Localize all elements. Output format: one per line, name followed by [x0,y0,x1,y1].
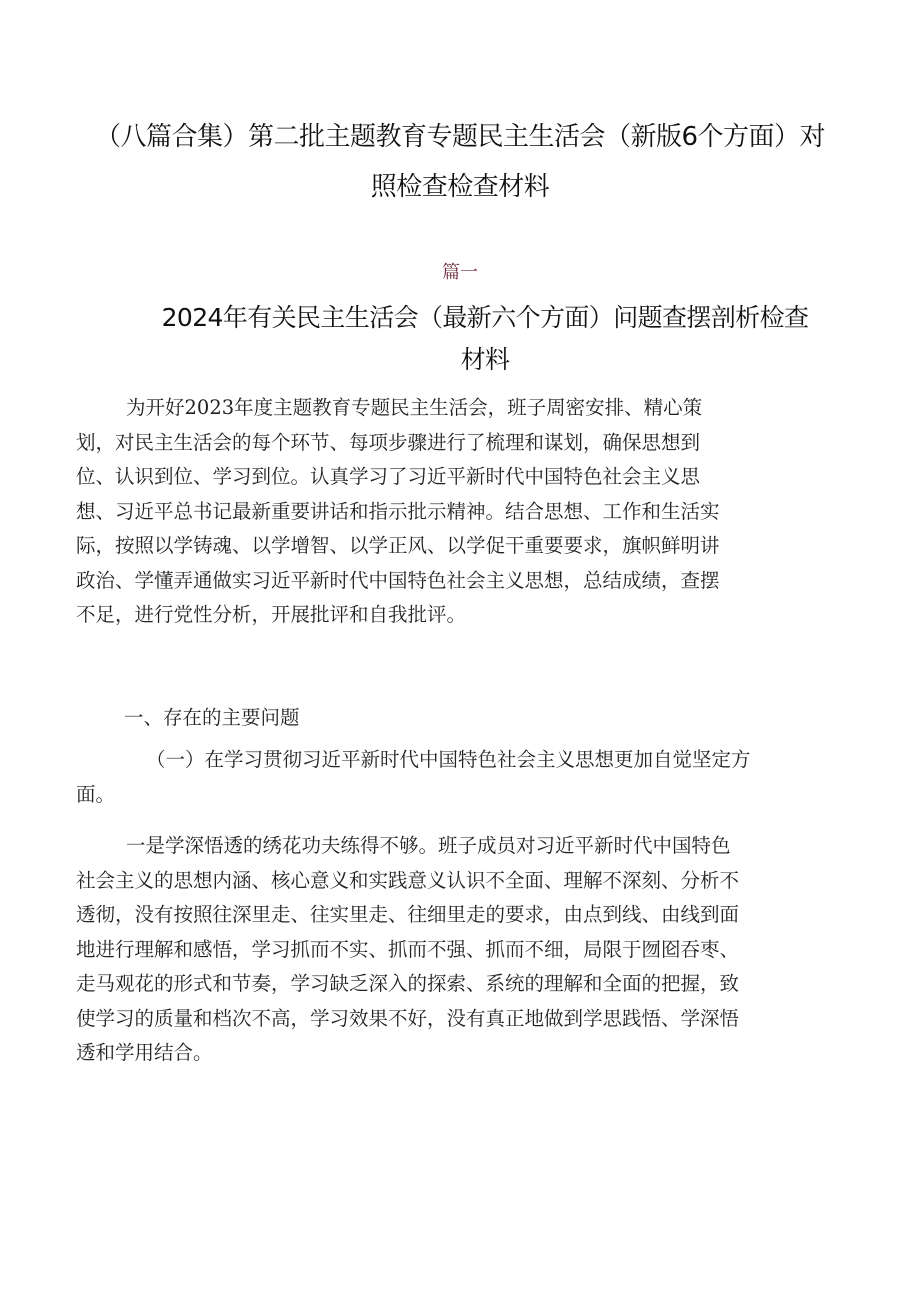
paragraph-line: 政治、学懂弄通做实习近平新时代中国特色社会主义思想，总结成绩，查摆 [76,568,720,592]
paragraph-problem-1 [76,829,856,1071]
subsection-heading-line: （一）在学习贯彻习近平新时代中国特色社会主义思想更加自觉坚定方 [146,748,751,771]
paragraph-line: 位、认识到位、学习到位。认真学习了习近平新时代中国特色社会主义思 [76,465,701,488]
section-heading-main-problems [76,701,856,736]
paragraph-line: 不足，进行党性分析，开展批评和自我批评。 [76,603,467,626]
paragraph-line: 透彻，没有按照往深里走、往实里走、往细里走的要求，由点到线、由线到面 [76,903,740,926]
section-heading-line: 一、存在的主要问题 [124,706,300,729]
paragraph-line: 一是学深悟透的绣花功夫练得不够。班子成员对习近平新时代中国特色 [126,834,731,857]
paragraph-line: 划，对民主生活会的每个环节、每项步骤进行了梳理和谋划，确保思想到 [76,430,701,454]
document-title [60,112,860,212]
document-title-line-1: （八篇合集）第二批主题教育专题民主生活会（新版6个方面）对 [94,122,826,152]
paragraph-line: 为开好2023年度主题教育专题民主生活会，班子周密安排、精心策 [126,396,703,419]
subsection-heading-line: 面。 [76,782,116,806]
paragraph-line: 际，按照以学铸魂、以学增智、以学正风、以学促干重要要求，旗帜鲜明讲 [76,534,720,557]
article-title-line-1: 2024年有关民主生活会（最新六个方面）问题查摆剖析检查 [161,303,809,332]
paragraph-line: 透和学用结合。 [76,1041,213,1064]
paragraph-line: 地进行理解和感悟，学习抓而不实、抓而不强、抓而不细，局限于囫囵吞枣、 [76,937,740,961]
paragraph-line: 使学习的质量和档次不高，学习效果不好，没有真正地做到学思践悟、学深悟 [76,1006,740,1030]
paragraph-line: 想、习近平总书记最新重要讲话和指示批示精神。结合思想、工作和生活实 [76,499,720,523]
section-label: 篇一 [442,262,478,283]
article-title-line-2: 材料 [460,345,510,374]
paragraph-line: 走马观花的形式和节奏，学习缺乏深入的探索、系统的理解和全面的把握，致 [76,972,740,995]
paragraph-intro [76,391,856,633]
document-title-line-2: 照检查检查材料 [370,172,550,202]
article-title [100,297,870,381]
paragraph-line: 社会主义的思想内涵、核心意义和实践意义认识不全面、理解不深刻、分析不 [76,868,740,892]
subsection-heading-1 [76,743,856,812]
